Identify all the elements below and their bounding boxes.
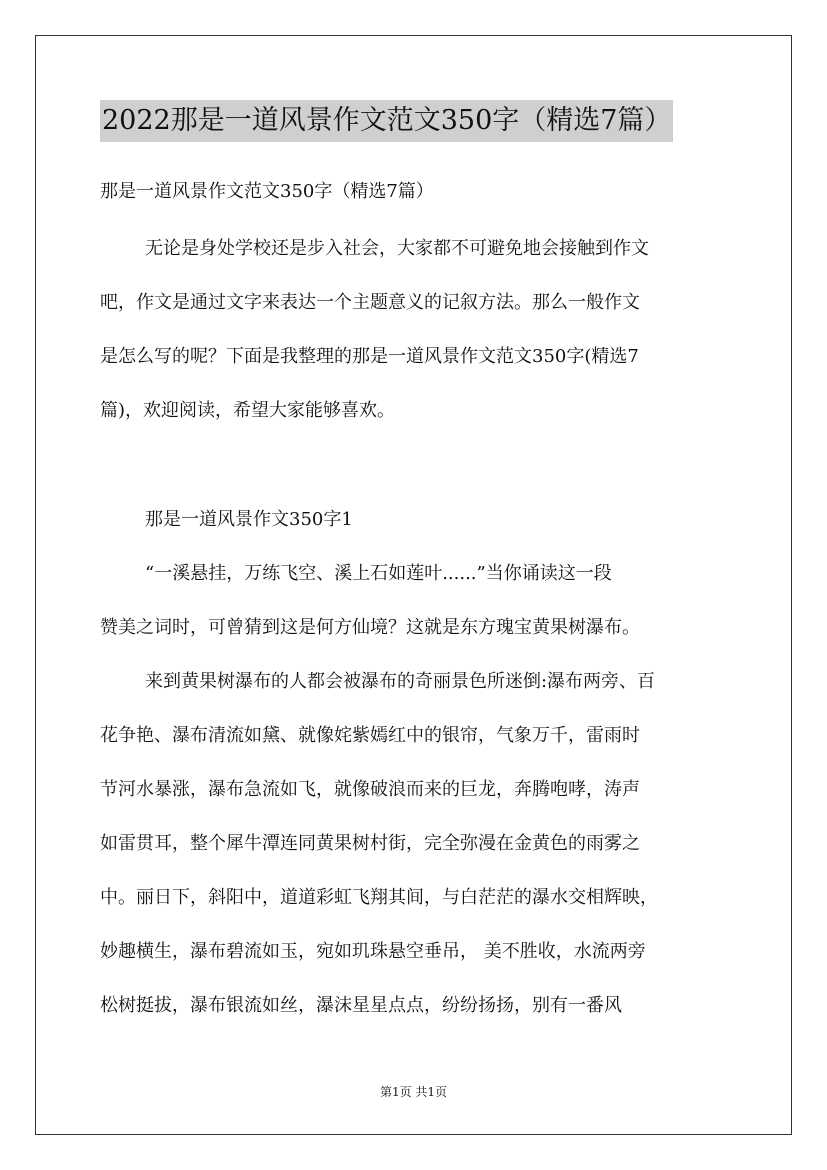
intro-line: 是怎么写的呢？下面是我整理的那是一道风景作文范文350字(精选7 xyxy=(100,346,639,367)
paragraph-line: 赞美之词时，可曾猜到这是何方仙境？这就是东方瑰宝黄果树瀑布。 xyxy=(100,617,640,638)
page-footer: 第1页 共1页 xyxy=(379,1085,448,1099)
paragraph-line: 妙趣横生，瀑布碧流如玉，宛如玑珠悬空垂吊， 美不胜收，水流两旁 xyxy=(100,941,646,962)
section-heading: 那是一道风景作文350字1 xyxy=(145,509,353,530)
intro-line: 无论是身处学校还是步入社会，大家都不可避免地会接触到作文 xyxy=(145,238,649,259)
paragraph-line: 松树挺拔，瀑布银流如丝，瀑沫星星点点，纷纷扬扬，别有一番风 xyxy=(100,995,622,1016)
document-subtitle: 那是一道风景作文范文350字（精选7篇） xyxy=(100,181,434,202)
paragraph-line: 如雷贯耳，整个犀牛潭连同黄果树村街，完全弥漫在金黄色的雨雾之 xyxy=(100,833,640,854)
paragraph-line: 节河水暴涨，瀑布急流如飞，就像破浪而来的巨龙，奔腾咆哮，涛声 xyxy=(100,779,640,800)
paragraph-line: 中。丽日下，斜阳中，道道彩虹飞翔其间，与白茫茫的瀑水交相辉映， xyxy=(100,887,658,908)
paragraph-line: “一溪悬挂，万练飞空、溪上石如莲叶......”当你诵读这一段 xyxy=(145,563,612,584)
intro-line: 吧，作文是通过文字来表达一个主题意义的记叙方法。那么一般作文 xyxy=(100,292,640,313)
intro-line: 篇)，欢迎阅读，希望大家能够喜欢。 xyxy=(100,400,396,421)
document-title: 2022那是一道风景作文范文350字（精选7篇） xyxy=(100,100,673,142)
paragraph-line: 花争艳、瀑布清流如黛、就像姹紫嫣红中的银帘，气象万千，雷雨时 xyxy=(100,725,640,746)
paragraph-line: 来到黄果树瀑布的人都会被瀑布的奇丽景色所迷倒:瀑布两旁、百 xyxy=(145,671,656,692)
